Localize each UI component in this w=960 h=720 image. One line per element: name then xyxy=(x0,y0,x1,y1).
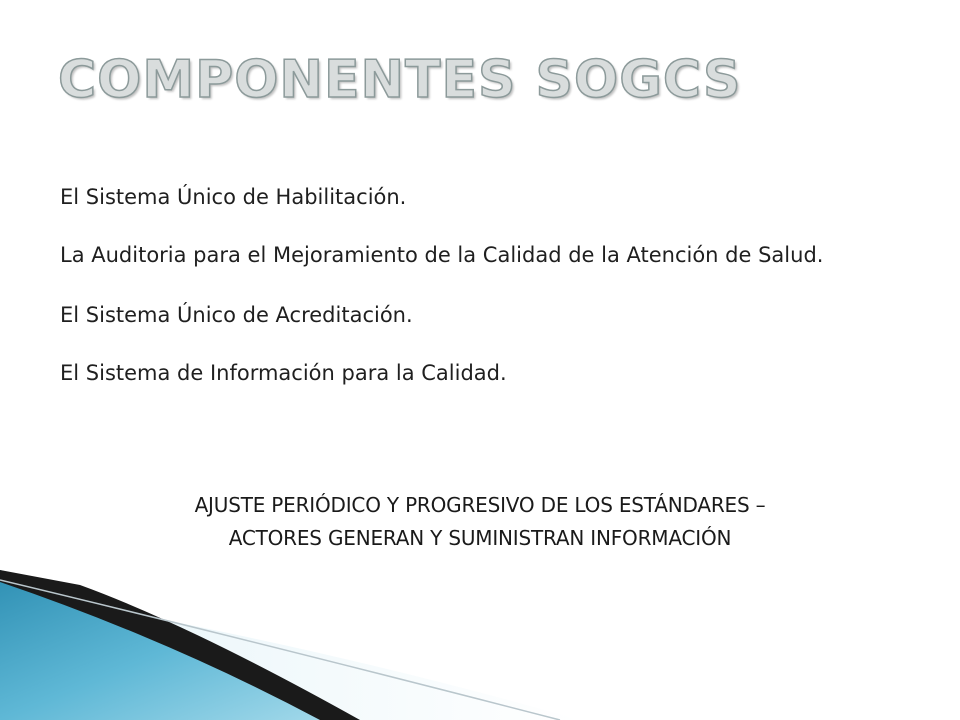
list-item: El Sistema Único de Habilitación. xyxy=(60,185,407,209)
slide-title: COMPONENTES SOGCS xyxy=(58,50,742,110)
list-item: El Sistema de Información para la Calidad. xyxy=(60,361,507,385)
corner-decoration xyxy=(0,570,960,720)
summary-note-line: ACTORES GENERAN Y SUMINISTRAN INFORMACIÓN xyxy=(228,526,732,550)
summary-note-line: AJUSTE PERIÓDICO Y PROGRESIVO DE LOS ESTÁNDARES – xyxy=(194,493,766,517)
summary-note xyxy=(80,489,880,555)
component-list xyxy=(60,186,890,420)
list-item: El Sistema Único de Acreditación. xyxy=(60,303,413,327)
list-item: La Auditoria para el Mejoramiento de la Calidad de la Atención de Salud. xyxy=(60,243,824,267)
